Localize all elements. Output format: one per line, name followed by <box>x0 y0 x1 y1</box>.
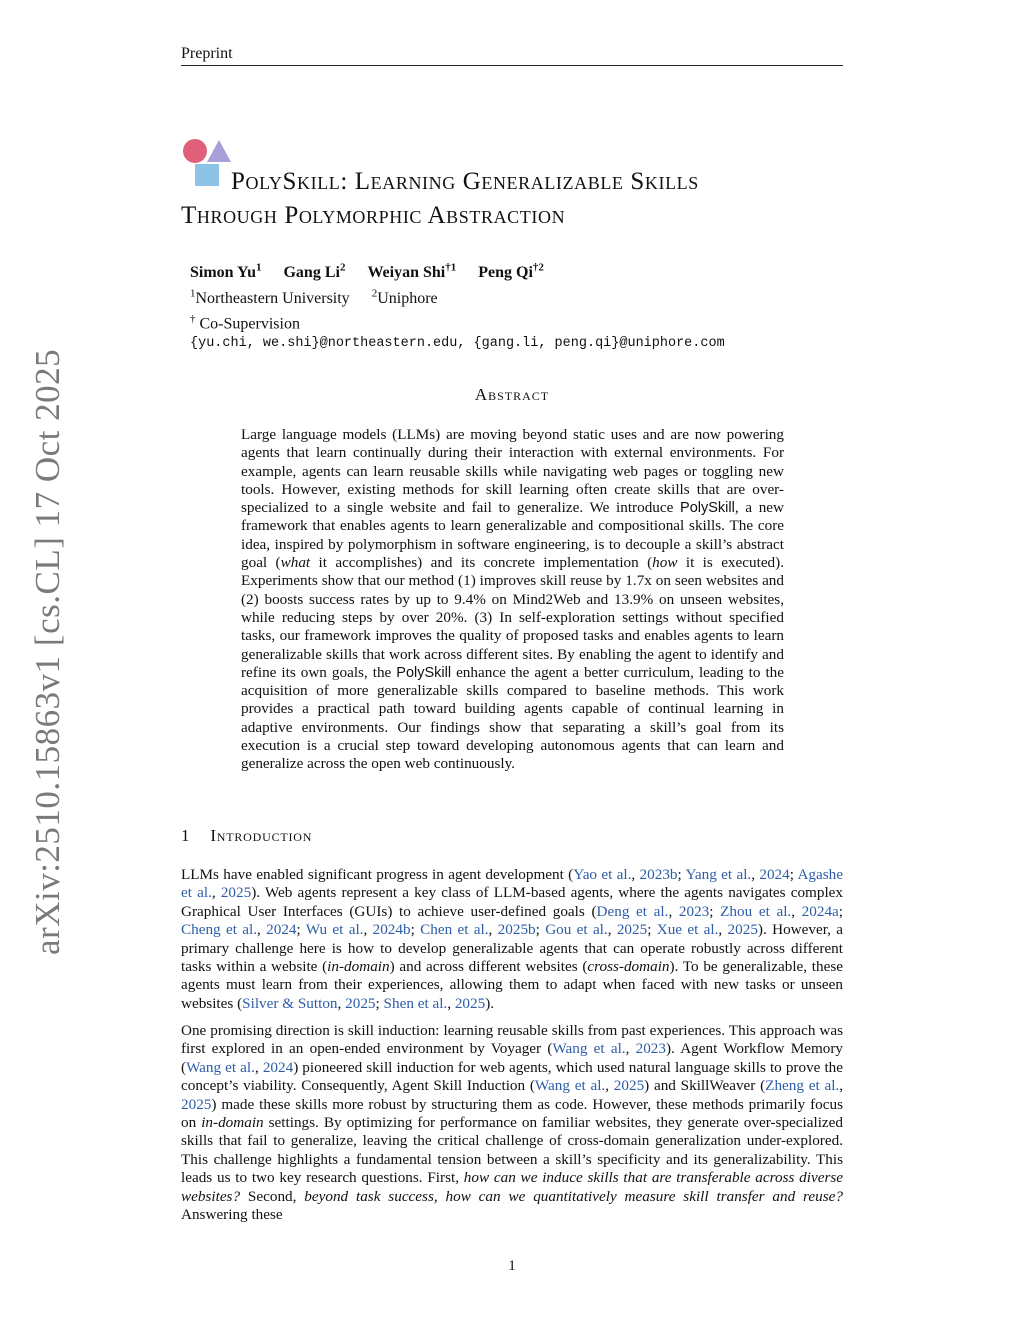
citation-link[interactable]: 2025 <box>727 921 758 939</box>
affiliation: $^1$Northeastern University <box>190 287 350 307</box>
citation-link[interactable]: Agashe et al. <box>181 866 844 902</box>
paragraph-text: ). However, a primary challenge here is how to develop generalizable agents that can operate robustly across different tasks within a website ( <box>181 921 844 976</box>
citation-link[interactable]: 2024b <box>372 921 411 939</box>
author: Simon Yu$^1$ <box>190 262 262 282</box>
method-name: PolySkill <box>680 500 735 517</box>
author: Gang Li$^2$ <box>283 262 346 282</box>
citation-link[interactable]: Xue et al. <box>656 921 719 939</box>
citation-link[interactable]: Silver & Sutton <box>242 994 338 1012</box>
paragraph-text: ; <box>789 866 798 883</box>
section-heading: 1 Introduction <box>181 826 313 845</box>
author-emails: {yu.chi, we.shi}@northeastern.edu, {gang.li, peng.qi}@uniphore.com <box>190 335 725 351</box>
paragraph-text: ; <box>838 902 844 920</box>
paragraph-text: , <box>839 1077 844 1095</box>
citation-link[interactable]: Wang et al. <box>552 1040 626 1058</box>
citation-link[interactable]: 2025 <box>345 994 376 1012</box>
logo-triangle-icon <box>207 140 231 162</box>
paragraph-text: , <box>631 866 640 883</box>
emphasis-text: cross-domain <box>587 958 670 976</box>
citation-link[interactable]: Cheng et al. <box>181 921 258 939</box>
emphasis-text: how can we induce skills that are transferable across diverse websites? <box>181 1169 844 1205</box>
paragraph-text: ; <box>296 921 306 939</box>
citation-link[interactable]: 2024 <box>759 866 790 883</box>
supervision-note: † Co-Supervision <box>190 312 300 332</box>
abstract-text: Large language models (LLMs) are moving beyond static uses and are now powering agents that learn continually during their interaction with external environments. For example, agents can learn reusable skills while navigating web pages or toggling new tools. However, existing methods for skill learning often create skills that are over-specialized to a single website and fail to generalize. We introduce PolySkill, a new framework that enables agents to learn generalizable and compositional skills. The core idea, inspired by polymorphism in software engineering, is to decouple a skill’s abstract goal (what it accomplishes) and its concrete implementation (how it is executed). Experiments show that our method (1) improves skill reuse by 1.7x on seen websites and (2) boosts success rates by up to 9.4% on Mind2Web and 13.9% on unseen websites, while reducing steps by over 20%. (3) In self-exploration settings without specified tasks, our framework improves the quality of proposed tasks and enables agents to learn generalizable skills that work across different sites. By enabling the agent to identify and refine its own goals, the PolySkill enhance the agent a better curriculum, leading to the acquisition of more generalizable skills compared to baseline methods. This work provides a practical path toward building agents capable of continual learning in adaptive environments. Our findings show that separating a skill’s goal from its execution is a crucial step toward developing autonomous agents that can learn and generalize across the open web continuously. <box>241 426 785 773</box>
running-header: Preprint <box>181 45 843 66</box>
citation-link[interactable]: 2023 <box>635 1040 666 1058</box>
paragraph-text: ; <box>375 994 384 1012</box>
paragraph-text: ) pioneered skill induction for web agents, which used natural language skills to prove the concept’s viability. Consequently, Agent Skill Induction ( <box>181 1058 844 1095</box>
citation-link[interactable]: Zhou et al. <box>720 902 792 920</box>
citation-link[interactable]: Yang et al. <box>685 866 752 883</box>
paragraph-text: ) and SkillWeaver ( <box>644 1077 766 1095</box>
paragraph-text: ). To be generalizable, these agents must learn from their experiences, allowing them to adapt when faced with new tasks or unseen websites ( <box>181 958 843 1012</box>
paragraph-text: ). Agent Workflow Memory ( <box>181 1040 843 1076</box>
paragraph-text: , <box>625 1040 636 1058</box>
affiliation: $^2$Uniphore <box>371 287 438 307</box>
paragraph-text: ; <box>647 921 657 939</box>
title-line-1: PolySkill: Learning Generalizable Skills <box>231 168 699 195</box>
author: Peng Qi$^{\dagger 2}$ <box>478 262 544 282</box>
paragraph-text: , <box>211 884 221 902</box>
citation-link[interactable]: Zheng et al. <box>765 1077 840 1095</box>
citation-link[interactable]: 2024 <box>262 1058 294 1076</box>
intro-paragraph-1 <box>181 866 843 1013</box>
title-line-2: Through Polymorphic Abstraction <box>181 202 566 229</box>
citation-link[interactable]: 2024 <box>266 921 297 939</box>
author-block <box>190 258 725 354</box>
citation-link[interactable]: Gou et al. <box>545 921 608 939</box>
paragraph-text: ) made these skills more robust by structuring them as code. However, these methods primarily focus on <box>181 1095 843 1132</box>
paragraph-text: settings. By optimizing for performance on familiar websites, they generate over-specialized skills that fail to generalize, leaving the critical challenge of cross-domain generalization under-explored. This challenge highlights a fundamental tension between a skill’s specificity and its generalizability. This leads us to two key research questions. First, <box>181 1114 844 1187</box>
paragraph-text: ). Web agents represent a key class of LLM-based agents, where the agents navigates complex Graphical User Interfaces (GUIs) to achieve user-defined goals ( <box>181 884 844 920</box>
paragraph-text: , <box>607 921 617 939</box>
citation-link[interactable]: 2025 <box>616 921 648 939</box>
paragraph-text: , <box>254 1058 263 1076</box>
citation-link[interactable]: Chen et al. <box>420 921 489 939</box>
citation-link[interactable]: 2025 <box>454 994 486 1012</box>
paragraph-text: , <box>718 921 728 939</box>
citation-link[interactable]: 2023b <box>639 866 678 883</box>
author-names <box>190 258 725 283</box>
emphasis-text: beyond task success, how can we quantitatively measure skill transfer and reuse? <box>304 1187 843 1205</box>
paragraph-text: , <box>751 866 760 883</box>
citation-link[interactable]: Wang et al. <box>186 1058 255 1076</box>
citation-link[interactable]: 2024a <box>801 902 839 920</box>
citation-link[interactable]: 2025 <box>181 1095 212 1113</box>
citation-link[interactable]: 2025b <box>497 921 536 939</box>
intro-paragraph-2 <box>181 1022 843 1224</box>
paragraph-text: , <box>337 994 346 1012</box>
arxiv-identifier: arXiv:2510.15863v1 [cs.CL] 17 Oct 2025 <box>28 348 67 955</box>
citation-link[interactable]: Yao et al. <box>573 866 632 883</box>
paragraph-text: , <box>447 994 455 1012</box>
paragraph-text: , <box>668 902 679 920</box>
paragraph-text: ; <box>709 902 721 920</box>
affiliations <box>190 283 725 308</box>
citation-link[interactable]: Wang et al. <box>534 1077 606 1095</box>
paragraph-text: One promising direction is skill induction: learning reusable skills from past experiences. This approach was first explored in an open-ended environment by Voyager ( <box>181 1022 843 1058</box>
citation-link[interactable]: 2025 <box>220 884 252 902</box>
paragraph-text: , <box>363 921 373 939</box>
page-number: 1 <box>508 1258 516 1274</box>
paragraph-text: LLMs have enabled significant progress in agent development ( <box>181 866 574 883</box>
paragraph-text: , <box>791 902 802 920</box>
paragraph-text: Second, <box>240 1187 305 1205</box>
method-name: PolySkill <box>396 664 452 681</box>
paper-title <box>181 165 851 233</box>
paragraph-text: , <box>257 921 267 939</box>
citation-link[interactable]: Shen et al. <box>383 994 448 1012</box>
paragraph-text: ; <box>410 921 421 939</box>
paragraph-text: , <box>605 1077 614 1095</box>
paragraph-text: , <box>488 921 498 939</box>
logo-circle-icon <box>183 139 207 163</box>
citation-link[interactable]: Wu et al. <box>305 921 364 939</box>
paragraph-text: ; <box>677 866 686 883</box>
citation-link[interactable]: Deng et al. <box>596 902 669 920</box>
citation-link[interactable]: 2023 <box>678 902 710 920</box>
paragraph-text: Answering these <box>181 1206 283 1224</box>
emphasis-text: in-domain <box>327 958 390 976</box>
paragraph-text: ). <box>485 994 495 1012</box>
abstract-heading: Abstract <box>474 385 550 404</box>
author: Weiyan Shi$^{\dagger 1}$ <box>367 262 457 282</box>
paragraph-text: ; <box>535 921 546 939</box>
emphasis-text: in-domain <box>201 1114 264 1132</box>
paragraph-text: ) and across different websites ( <box>389 958 588 976</box>
citation-link[interactable]: 2025 <box>613 1077 645 1095</box>
